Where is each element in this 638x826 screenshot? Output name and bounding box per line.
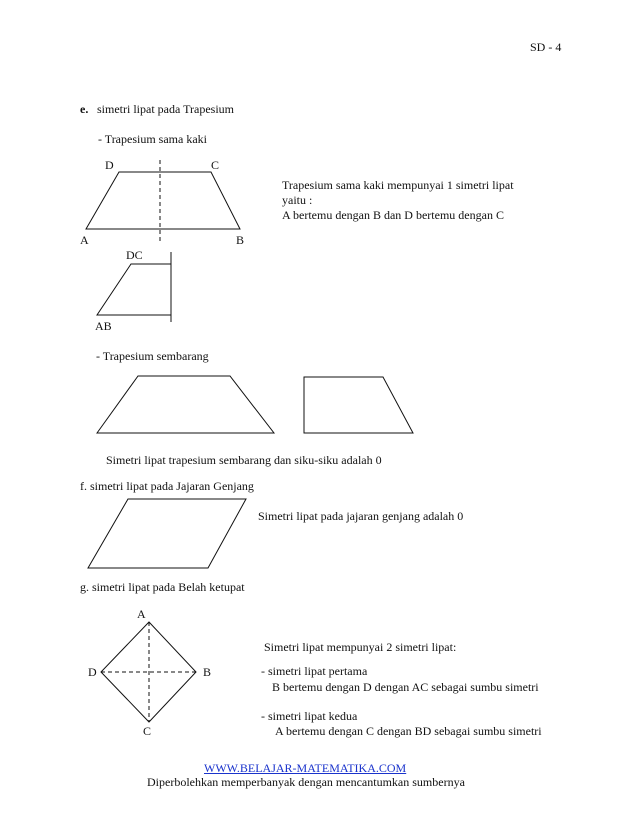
rhombus-second-title: - simetri lipat kedua (261, 709, 358, 723)
rhombus-vertex-c: C (143, 724, 152, 738)
section-e-title: simetri lipat pada Trapesium (97, 102, 234, 116)
iso-vertex-a: A (80, 233, 89, 247)
iso-vertex-c: C (211, 158, 220, 172)
footer-note: Diperbolehkan memperbanyak dengan mencantumkan sumbernya (147, 775, 465, 789)
section-g-title: g. simetri lipat pada Belah ketupat (80, 580, 245, 594)
iso-desc-line2: yaitu : (282, 193, 313, 207)
rhombus-vertex-a: A (137, 607, 146, 621)
iso-trapezoid-shape (86, 172, 240, 229)
rhombus-second-desc: A bertemu dengan C dengan BD sebagai sumbu simetri (275, 724, 542, 738)
rhombus-intro: Simetri lipat mempunyai 2 simetri lipat: (264, 640, 457, 654)
rhombus-vertex-d: D (88, 665, 97, 679)
section-f-title: f. simetri lipat pada Jajaran Genjang (80, 479, 254, 493)
footer-website-link[interactable]: WWW.BELAJAR-MATEMATIKA.COM (204, 761, 407, 775)
parallelogram-caption: Simetri lipat pada jajaran genjang adalah 0 (258, 509, 464, 523)
rhombus-first-desc: B bertemu dengan D dengan AC sebagai sumbu simetri (272, 680, 539, 694)
folded-label-ab: AB (95, 319, 112, 333)
folded-label-dc: DC (126, 248, 143, 262)
section-e-marker: e. (80, 102, 89, 116)
iso-vertex-b: B (236, 233, 245, 247)
right-trapezoid-shape (304, 377, 413, 433)
iso-desc-line1: Trapesium sama kaki mempunyai 1 simetri lipat (282, 178, 514, 192)
iso-trapezoid-heading: - Trapesium sama kaki (98, 132, 207, 146)
arbitrary-trapezoid-heading: - Trapesium sembarang (96, 349, 209, 363)
parallelogram-shape (88, 499, 246, 568)
folded-trapezoid-shape (97, 264, 171, 315)
iso-vertex-d: D (105, 158, 114, 172)
arbitrary-trapezoid-caption: Simetri lipat trapesium sembarang dan siku-siku adalah 0 (106, 453, 382, 467)
rhombus-first-title: - simetri lipat pertama (261, 664, 368, 678)
page-label: SD - 4 (530, 40, 562, 54)
rhombus-vertex-b: B (203, 665, 212, 679)
arbitrary-trapezoid-shape (97, 376, 274, 433)
iso-desc-line3: A bertemu dengan B dan D bertemu dengan C (282, 208, 504, 222)
